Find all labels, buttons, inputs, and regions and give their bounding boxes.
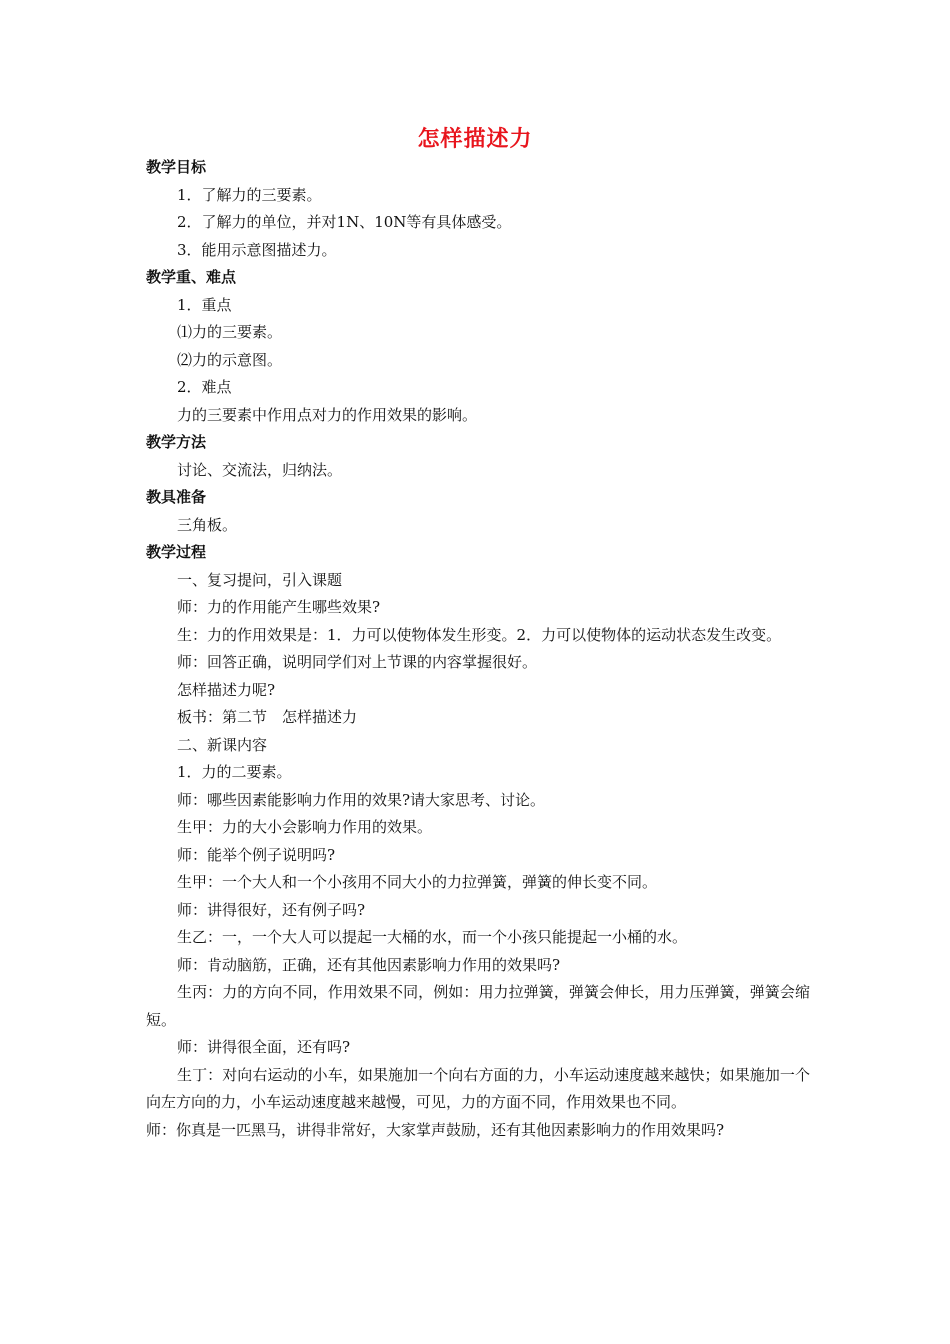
process-line: 生甲：一个大人和一个小孩用不同大小的力拉弹簧，弹簧的伸长变不同。 (177, 873, 658, 891)
section-heading-key-points: 教学重、难点 (146, 268, 237, 286)
process-line: 师：能举个例子说明吗? (177, 845, 336, 864)
key-point-item: 力的三要素中作用点对力的作用效果的影响。 (177, 405, 478, 424)
process-line: 师：肯动脑筋，正确，还有其他因素影响力作用的效果吗? (177, 955, 561, 974)
key-point-item: ⑵力的示意图。 (177, 350, 283, 369)
process-line: 师：讲得很好，还有例子吗? (177, 900, 366, 919)
process-paragraph: 生丙：力的方向不同，作用效果不同，例如：用力拉弹簧，弹簧会伸长，用力压弹簧，弹簧会缩短。 (146, 983, 810, 1029)
document-title: 怎样描述力 (417, 127, 533, 152)
process-line: 二、新课内容 (177, 735, 268, 754)
goal-item: 1．了解力的三要素。 (177, 185, 322, 204)
process-line: 怎样描述力呢? (177, 680, 276, 699)
goal-item: 3．能用示意图描述力。 (177, 240, 337, 259)
process-line: 板书：第二节 怎样描述力 (177, 708, 358, 726)
process-line: 1．力的二要素。 (177, 763, 292, 781)
section-heading-methods: 教学方法 (146, 433, 207, 451)
process-line: 师：力的作用能产生哪些效果? (177, 598, 381, 616)
document-body (146, 154, 810, 1144)
key-point-item: 1．重点 (177, 295, 232, 314)
tool-item: 三角板。 (177, 515, 238, 534)
goal-item: 2．了解力的单位，并对1N、10N等有具体感受。 (177, 213, 512, 231)
process-line: 师：哪些因素能影响力作用的效果?请大家思考、讨论。 (177, 790, 546, 809)
process-paragraph: 生丁：对向右运动的小车，如果施加一个向右方面的力，小车运动速度越来越快；如果施加一个向左方向的力，小车运动速度越来越慢，可见，力的方面不同，作用效果也不同。 (146, 1065, 810, 1111)
process-paragraph: 生：力的作用效果是：1．力可以使物体发生形变。2．力可以使物体的运动状态发生改变。 (177, 625, 782, 644)
section-heading-process: 教学过程 (146, 543, 207, 561)
key-point-item: 2．难点 (177, 378, 232, 396)
process-line: 一、复习提问，引入课题 (177, 570, 343, 589)
section-heading-goals: 教学目标 (146, 158, 207, 176)
process-line: 师：回答正确，说明同学们对上节课的内容掌握很好。 (177, 653, 538, 671)
process-line: 师：讲得很全面，还有吗? (177, 1038, 351, 1056)
section-heading-tools: 教具准备 (146, 488, 207, 506)
process-line: 生乙：一，一个大人可以提起一大桶的水，而一个小孩只能提起一小桶的水。 (177, 928, 688, 946)
key-point-item: ⑴力的三要素。 (177, 323, 283, 341)
process-line: 生甲：力的大小会影响力作用的效果。 (177, 818, 433, 836)
method-item: 讨论、交流法，归纳法。 (177, 460, 343, 479)
process-line: 师：你真是一匹黑马，讲得非常好，大家掌声鼓励，还有其他因素影响力的作用效果吗? (146, 1120, 725, 1139)
